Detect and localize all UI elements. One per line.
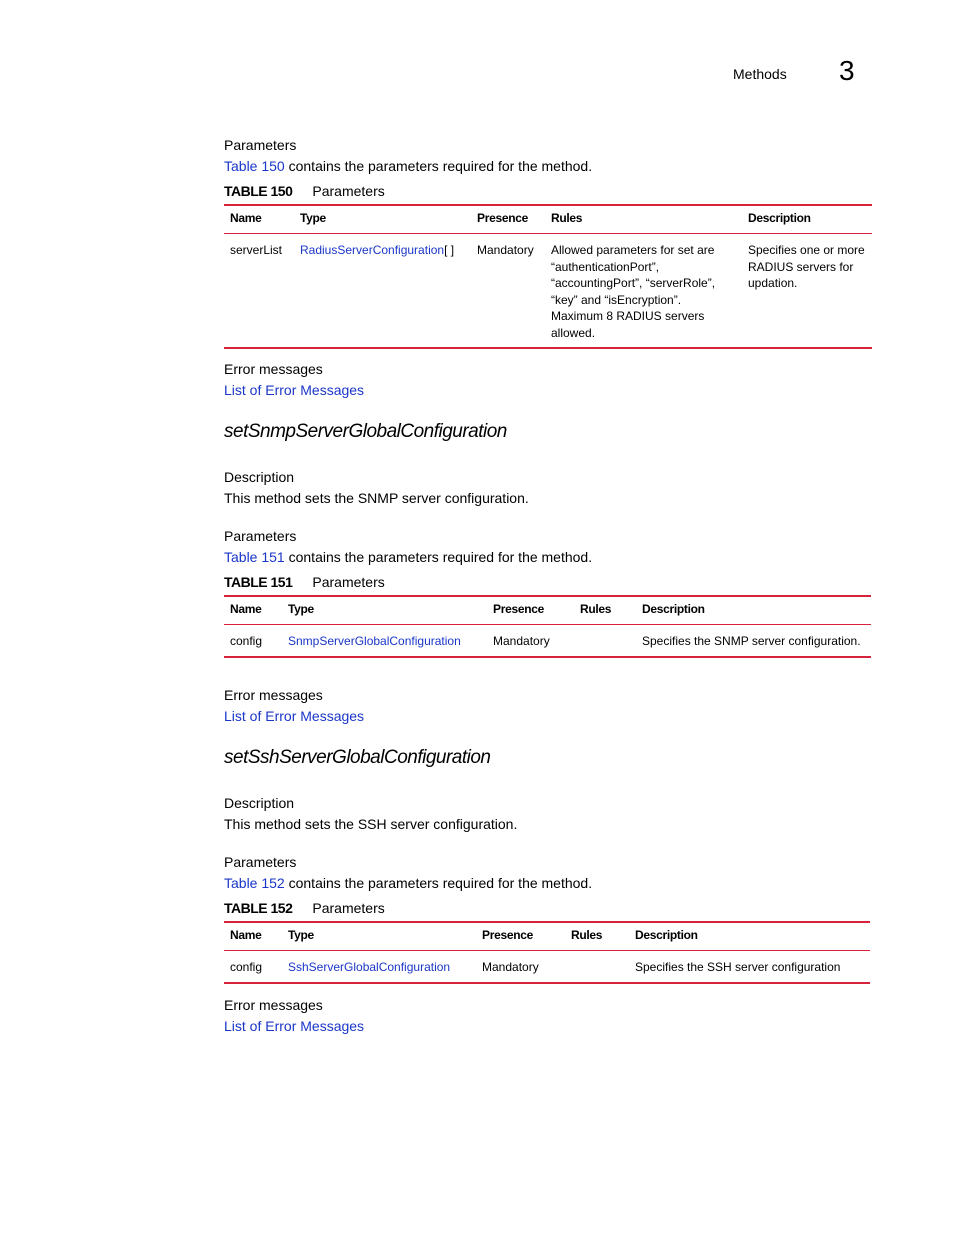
column-header: Name	[230, 211, 262, 225]
column-header: Type	[300, 211, 326, 225]
cell-rules	[565, 951, 629, 983]
parameters-heading: Parameters	[224, 854, 297, 870]
table-caption	[224, 574, 385, 590]
parameters-heading: Parameters	[224, 528, 297, 544]
table-caption	[224, 900, 385, 916]
type-link[interactable]: SshServerGlobalConfiguration	[288, 960, 451, 974]
cell-presence: Mandatory	[477, 243, 534, 257]
cell-name: config	[230, 634, 263, 648]
table-150-link[interactable]: Table 150	[224, 158, 285, 174]
cell-type: RadiusServerConfiguration[ ]	[300, 243, 455, 257]
cell-rules	[574, 625, 636, 657]
cell-name: serverList	[230, 243, 283, 257]
column-header: Description	[635, 928, 698, 942]
chapter-number: 3	[839, 55, 855, 86]
description-text: This method sets the SSH server configuration.	[224, 816, 518, 832]
column-header: Rules	[571, 928, 603, 942]
cell-name: config	[230, 960, 263, 974]
column-header: Presence	[477, 211, 528, 225]
parameters-heading: Parameters	[224, 137, 297, 153]
table-row	[224, 234, 872, 349]
table-title: Parameters	[312, 900, 385, 916]
cell-description: Specifies one or more RADIUS servers for updation.	[748, 243, 865, 290]
parameters-table-152	[224, 921, 870, 984]
description-text: This method sets the SNMP server configuration.	[224, 490, 529, 506]
parameters-table-150	[224, 204, 872, 349]
cell-description: Specifies the SSH server configuration	[635, 960, 841, 974]
column-header: Rules	[580, 602, 612, 616]
column-header: Presence	[482, 928, 533, 942]
cell-type	[282, 625, 487, 657]
running-header: Methods	[733, 66, 787, 82]
cell-rules: Allowed parameters for set are “authenticationPort”, “accountingPort”, “serverRole”, “key” and “isEncryption”. Maximum 8 RADIUS servers allowed.	[551, 243, 716, 340]
type-link[interactable]: RadiusServerConfiguration	[300, 243, 445, 257]
cell-type	[282, 951, 476, 983]
table-intro: Table 151 contains the parameters required for the method.	[224, 549, 593, 565]
error-messages-link[interactable]: List of Error Messages	[224, 1018, 365, 1034]
table-caption	[224, 183, 385, 199]
cell-description: Specifies the SNMP server configuration.	[642, 634, 861, 648]
column-header: Name	[230, 602, 262, 616]
description-heading: Description	[224, 469, 295, 485]
column-header: Rules	[551, 211, 583, 225]
error-messages-link[interactable]: List of Error Messages	[224, 382, 365, 398]
column-header: Type	[288, 602, 314, 616]
method-title: setSshServerGlobalConfiguration	[224, 747, 491, 768]
column-header: Presence	[493, 602, 544, 616]
error-messages-heading: Error messages	[224, 997, 323, 1013]
table-header-row	[224, 205, 872, 234]
table-row	[224, 625, 871, 657]
method-title: setSnmpServerGlobalConfiguration	[224, 421, 507, 442]
table-number: TABLE 151	[224, 574, 293, 590]
cell-presence: Mandatory	[493, 634, 550, 648]
error-messages-link[interactable]: List of Error Messages	[224, 708, 365, 724]
cell-presence: Mandatory	[482, 960, 539, 974]
table-intro: Table 152 contains the parameters required for the method.	[224, 875, 593, 891]
table-header-row	[224, 922, 870, 951]
error-messages-heading: Error messages	[224, 361, 323, 377]
table-number: TABLE 150	[224, 183, 293, 199]
table-title: Parameters	[312, 574, 385, 590]
error-messages-heading: Error messages	[224, 687, 323, 703]
table-151-link[interactable]: Table 151	[224, 549, 285, 565]
table-row	[224, 951, 870, 983]
type-link[interactable]: SnmpServerGlobalConfiguration	[288, 634, 461, 648]
column-header: Description	[642, 602, 705, 616]
description-heading: Description	[224, 795, 295, 811]
table-intro: Table 150 contains the parameters required for the method.	[224, 158, 593, 174]
table-title: Parameters	[312, 183, 385, 199]
table-152-link[interactable]: Table 152	[224, 875, 285, 891]
column-header: Description	[748, 211, 811, 225]
column-header: Type	[288, 928, 314, 942]
parameters-table-151	[224, 595, 871, 658]
table-number: TABLE 152	[224, 900, 293, 916]
column-header: Name	[230, 928, 262, 942]
table-header-row	[224, 596, 871, 625]
